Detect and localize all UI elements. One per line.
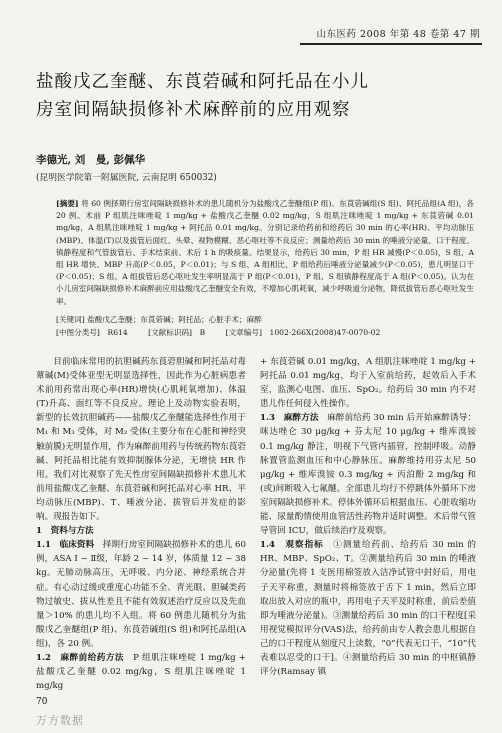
abstract-label: [摘要] <box>56 199 79 208</box>
keywords-text: 盐酸戊乙奎醚；东莨菪碱；阿托品；心脏手术；麻醉 <box>87 315 262 324</box>
header-rule <box>300 43 482 45</box>
affiliation: (昆明医学院第一附属医院, 云南昆明 650032) <box>36 173 217 183</box>
abstract-text: 将 60 例择期行房室间隔缺损修补术的患儿随机分为盐酸戊乙奎醚组(P 组)、东莨菪碱组(S 组)、阿托品组(A 组)，各 20 例。术前 P 组肌注咪唑啶 1 mg/kg + 盐酸戊乙奎醚 0.02 mg/kg，S 组肌注咪唑啶 1 mg/kg + 东莨菪碱 0.01 mg/kg，A 组肌注咪唑啶 1 mg/kg + 阿托品 0.01 mg/kg。分别记录给药前和给药后 30 min 的心率(HR)、平均动脉压(MBP)、体温(T)以及拔管后面红、头晕、视物模糊、恶心呕吐等不良反应；测量给药后 30 min 的唾液分泌量、口干程度、镇静程度和气管拔管后、手术结束前、术后 1 h 的吸痰量。结果显示，给药后 30 min，P 组 HR 减慢(P＜0.05)，S 组、A 组 HR 增快、MBP 升高(P＜0.05，P＜0.01)；与 S 组、A 组相比，P 组给药后唾液分泌量减少(P＜0.05)，患儿明显口干(P＜0.05)；S 组、A 组拔管后恶心呕吐发生率明显高于 P 组(P＜0.01)，P 组、S 组镇静程度高于 A 组(P＜0.05)。认为在小儿房室间隔缺损修补术麻醉前应用盐酸戊乙奎醚安全有效，不增加心肌耗氧，减少呼吸道分泌物，降低拔管后恶心呕吐发生率。 <box>56 199 474 306</box>
intro-paragraph: 目前临床常用的抗胆碱药东莨菪胆碱和阿托品对毒蕈碱(M)受体亚型无明显选择性，因此作为心脏病患者术前用药常出现心率(HR)增快(心肌耗氧增加)、体温(T)升高、面红等不良反应。理论上及动物实验表明，新型的长效抗胆碱药——盐酸戊乙奎醚能选择性作用于 M₁ 和 M₃ 受体，对 M₂ 受体(主要分布在心脏和神经突触前膜)无明显作用，作为麻醉前用药与传统药物东莨菪碱、阿托品相比能有效抑制腺体分泌，无增快 HR 作用。我们对比观察了先天性房室间隔缺损修补术患儿术前用盐酸戊乙奎醚、东莨菪碱和阿托品对心率 HR、平均动脉压(MBP)、T、唾液分泌、拔管后并发症的影响。现报告如下。 <box>36 357 246 523</box>
article-id: [文章编号] 1002-266X(2008)47-0070-02 <box>225 328 381 337</box>
page-number: 70 <box>36 697 48 707</box>
section-1-3-heading: 1.3 麻醉方法 <box>260 413 319 424</box>
title-line-1: 盐酸戊乙奎醚、东莨菪碱和阿托品在小儿 <box>36 72 369 92</box>
section-1-3-text: 麻醉前给药 30 min 后开始麻醉诱导：咪达唑仑 30 μg/kg + 芬太尼 10 μg/kg + 维库溴铵 0.1 mg/kg 静注，明视下气管内插管，控制呼吸。动静脉置管监测血压和中心静脉压。麻醉维持用芬太尼 50 μg/kg + 维库溴铵 0.3 mg/kg + 丙泊酚 2 mg/kg 和(或)间断吸入七氟醚。全部患儿均行不停跳体外循环下房室间隔缺损修补术。停体外循环后根据血压、心脏收缩功能、尿量酌情使用血管活性药物并适时调整。术后带气管导管回 ICU，做后续治疗及观察。 <box>260 413 476 537</box>
section-heading-1: 1 资料与方法 <box>36 526 94 537</box>
body-column-right <box>260 355 476 679</box>
article-title <box>36 68 476 124</box>
classification-line <box>56 327 474 338</box>
section-1-4-text: ①测量给药前、给药后 30 min 的 HR、MBP、SpO₂、T。②测量给药后 30 min 的唾液分泌量(先将 1 支医用棉签放入洁净试管中封好后，用电子天平称重，测量时将棉签放于舌下 1 min，然后立即取出放入对应的瓶中，再用电子天平及时称重，前后差值即为唾液分泌量)。③测量给药后 30 min 的口干程度[采用视觉模拟评分(VAS)法，给药前由专人教会患儿根据自己的口干程度从刻度尺上读数，“0”代表无口干，“10”代表难以忍受的口干]。④测量给药后 30 min 的中枢镇静评分(Ramsay 镇 <box>260 540 476 678</box>
keywords <box>56 314 474 325</box>
abstract <box>56 198 474 308</box>
section-1-2-continued: + 东莨菪碱 0.01 mg/kg，A 组肌注咪唑啶 1 mg/kg + 阿托品 0.01 mg/kg，均于入室前给药，起效后入手术室，监测心电图、血压、SpO₂。给药后 30 min 内不对患儿作任何侵入性操作。 <box>260 357 476 410</box>
section-1-2-heading: 1.2 麻醉前给药方法 <box>36 652 124 663</box>
section-1-3 <box>260 411 476 538</box>
document-code: [文献标识码] B <box>148 328 206 337</box>
section-1-1-text: 择期行房室间隔缺损修补术的患儿 60 例，ASA Ⅰ ~ Ⅱ级，年龄 2 ~ 14 岁，体质量 12 ~ 38 kg。无肺动脉高压，无呼吸、内分泌、神经系统合并症。有心动过缓或重度心功能不全、青光眼、胆碱类药物过敏史、拔从性差且不能有效叙述治疗反应以及先血量＞10% 的患儿均不入组。将 60 例患儿随机分为盐酸戊乙奎醚组(P 组)、东莨菪碱组(S 组)和阿托品组(A 组)，各 20 例。 <box>36 540 246 649</box>
section-1-1 <box>36 538 246 651</box>
running-head: 山东医药 2008 年第 48 卷第 47 期 <box>316 29 480 40</box>
section-1-4-heading: 1.4 观察指标 <box>260 540 324 551</box>
section-1-4 <box>260 538 476 679</box>
clc-number: [中图分类号] R614 <box>56 328 128 337</box>
watermark: 万方数据 <box>36 714 84 727</box>
keywords-label: [关键词] <box>56 315 85 324</box>
section-1-1-heading: 1.1 临床资料 <box>36 540 95 551</box>
body-column-left <box>36 355 246 693</box>
section-1-2 <box>36 651 246 693</box>
section-1-2-text: P 组肌注咪唑啶 1 mg/kg + 盐酸戊乙奎醚 0.02 mg/kg，S 组肌注咪唑啶 1 mg/kg <box>36 652 246 692</box>
title-line-2: 房室间隔缺损修补术麻醉前的应用观察 <box>36 100 351 120</box>
authors: 李德光, 刘 曼, 彭佩华 <box>36 154 146 166</box>
